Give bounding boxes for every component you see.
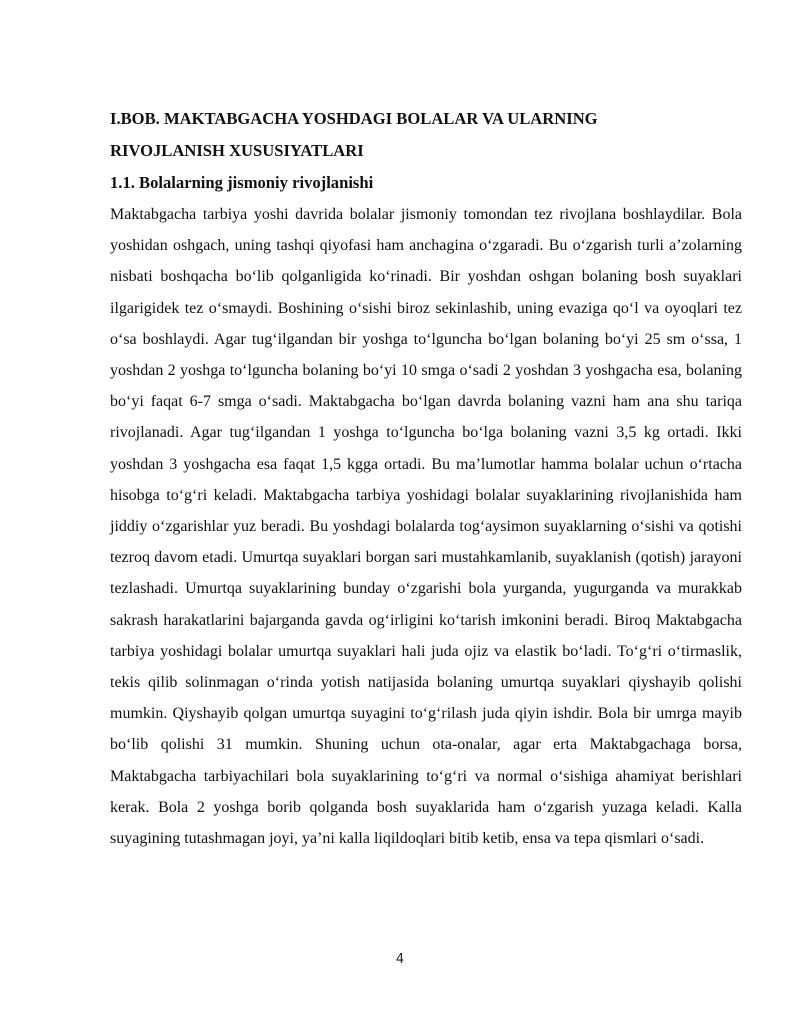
body-paragraph: Maktabgacha tarbiya yoshi davrida bolalar jismoniy tomondan tez rivojlana boshlaydilar. Bola yoshidan oshgach, uning tashqi qiyofasi ham anchagina o‘zgaradi. Bu o‘zgarish turli a’zolarning nisbati boshqacha bo‘lib qolganligida ko‘rinadi. Bir yoshdan oshgan bolaning bosh suyaklari ilgarigidek tez o‘smaydi. Boshining o‘sishi biroz sekinlashib, uning evaziga qo‘l va oyoqlari tez o‘sa boshlaydi. Agar tug‘ilgandan bir yoshga to‘lguncha bo‘lgan bolaning bo‘yi 25 sm o‘ssa, 1 yoshdan 2 yoshga to‘lguncha bolaning bo‘yi 10 smga o‘sadi 2 yoshdan 3 yoshgacha esa, bolaning bo‘yi faqat 6-7 smga o‘sadi. Maktabgacha bo‘lgan davrda bolaning vazni ham ana shu tariqa rivojlanadi. Agar tug‘ilgandan 1 yoshga to‘lguncha bo‘lga bolaning vazni 3,5 kg ortadi. Ikki yoshdan 3 yoshgacha esa faqat 1,5 kgga ortadi. Bu ma’lumotlar hamma bolalar uchun o‘rtacha hisobga to‘g‘ri keladi. Maktabgacha tarbiya yoshidagi bolalar suyaklarining rivojlanishida ham jiddiy o‘zgarishlar yuz beradi. Bu yoshdagi bolalarda tog‘aysimon suyaklarning o‘sishi va qotishi tezroq davom etadi. Umurtqa suyaklari borgan sari mustahkamlanib, suyaklanish (qotish) jarayoni tezlashadi. Umurtqa suyaklarining bunday o‘zgarishi bola yurganda, yugurganda va murakkab sakrash harakatlarini bajarganda gavda og‘irligini ko‘tarish imkonini beradi. Biroq Maktabgacha tarbiya yoshidagi bolalar umurtqa suyaklari hali juda ojiz va elastik bo‘ladi. To‘g‘ri o‘tirmaslik, tekis qilib solinmagan o‘rinda yotish natijasida bolaning umurtqa suyaklari qiyshayib qolishi mumkin. Qiyshayib qolgan umurtqa suyagini to‘g‘rilash juda qiyin ishdir. Bola bir umrga mayib bo‘lib qolishi 31 mumkin. Shuning uchun ota-onalar, agar erta Maktabgachaga borsa, Maktabgacha tarbiyachilari bola suyaklarining to‘g‘ri va normal o‘sishiga ahamiyat berishlari kerak. Bola 2 yoshga borib qolganda bosh suyaklarida ham o‘zgarish yuzaga keladi. Kalla suyagining tutashmagan joyi, ya’ni kalla liqildoqlari bitib ketib, ensa va tepa qismlari o‘sadi. [110, 206, 742, 848]
chapter-title-line-1: I.BOB. MAKTABGACHA YOSHDAGI BOLALAR VA ULARNING [110, 109, 598, 128]
chapter-title [110, 103, 742, 167]
section-title: 1.1. Bolalarning jismoniy rivojlanishi [110, 173, 374, 192]
chapter-title-line-2: RIVOJLANISH XUSUSIYATLARI [110, 141, 364, 160]
page-content [110, 103, 742, 854]
page-number: 4 [395, 952, 405, 967]
